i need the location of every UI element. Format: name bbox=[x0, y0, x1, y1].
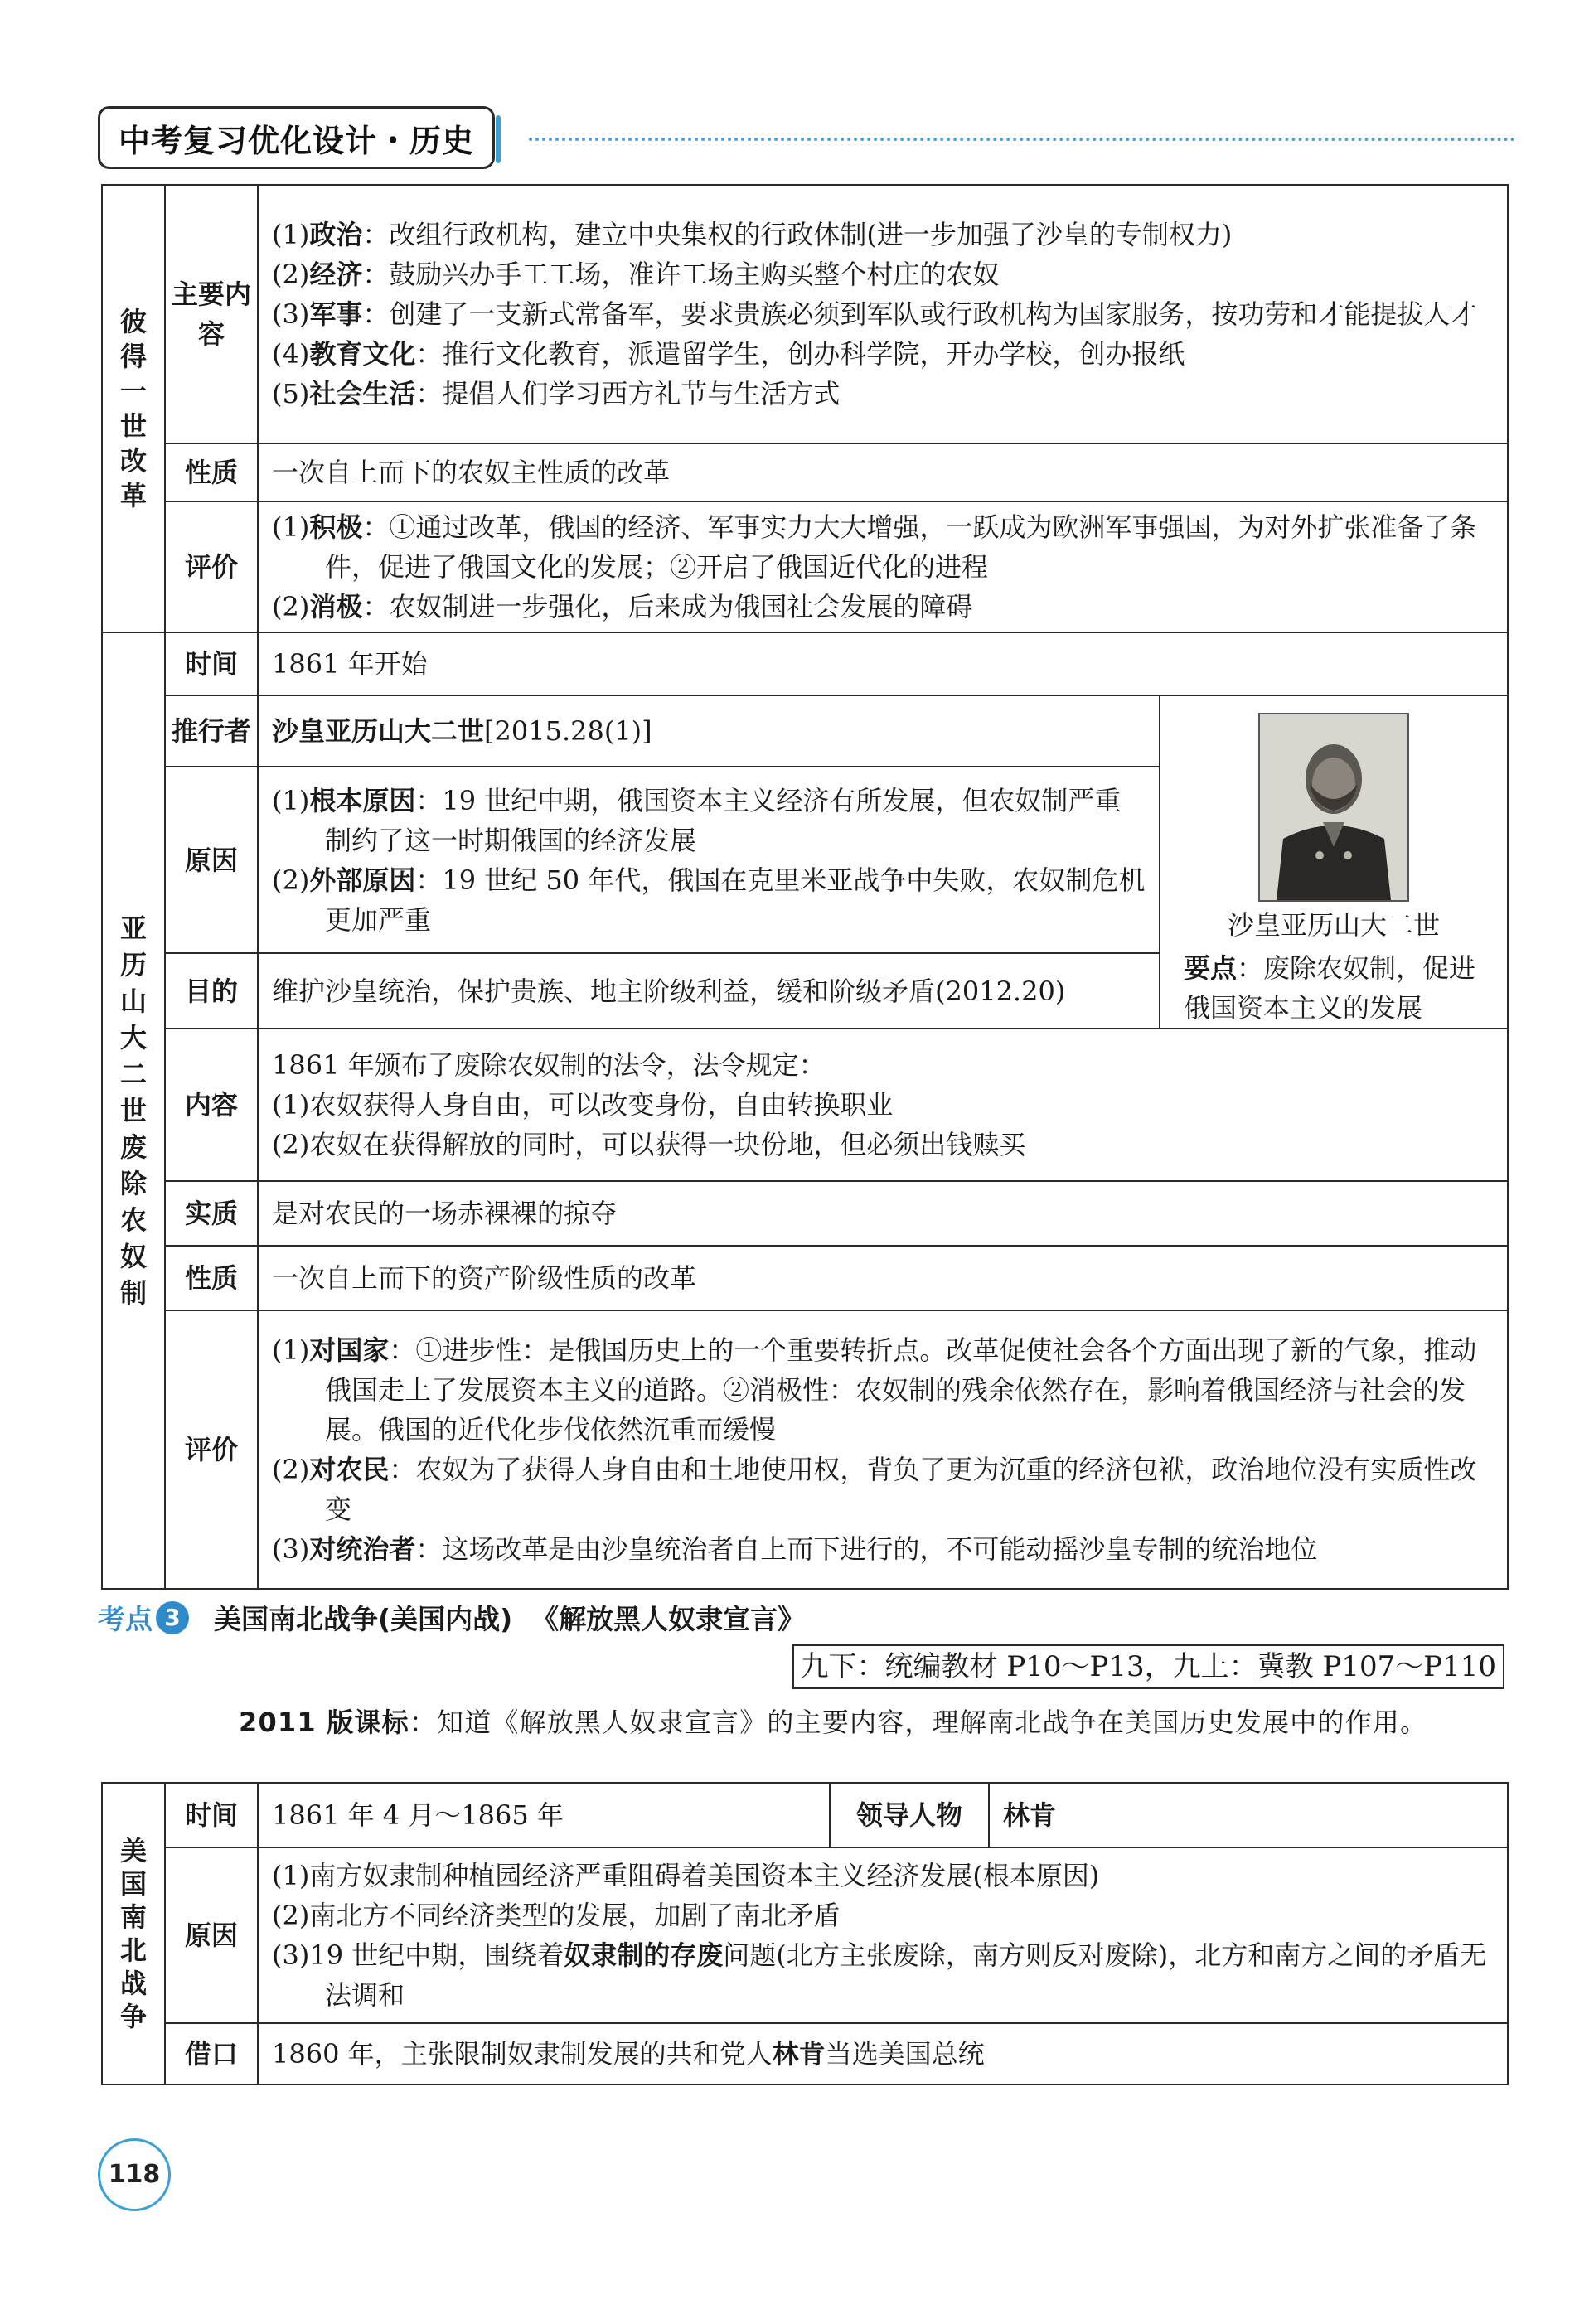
civil-war-leader: 林肯 bbox=[989, 1783, 1508, 1847]
civil-war-title-text: 美 国 南 北 战 争 bbox=[119, 1835, 147, 2032]
civil-war-cause-label: 原因 bbox=[165, 1847, 258, 2023]
kaodian-title: 美国南北战争(美国内战) 《解放黑人奴隶宣言》 bbox=[214, 1603, 806, 1635]
book-title: 中考复习优化设计・历史 bbox=[98, 106, 495, 169]
alexander-purpose: 维护沙皇统治，保护贵族、地主阶级利益，缓和阶级矛盾(2012.20) bbox=[258, 953, 1160, 1029]
kaodian-number: 3 bbox=[156, 1601, 189, 1634]
page-number: 118 bbox=[98, 2138, 171, 2211]
alexander-essence: 是对农民的一场赤裸裸的掠夺 bbox=[258, 1181, 1508, 1246]
peter-eval-label: 评价 bbox=[165, 501, 258, 632]
civil-war-section-title bbox=[102, 1783, 165, 2084]
page-header bbox=[98, 106, 1515, 169]
header-divider bbox=[529, 138, 1515, 141]
alexander-cause-label: 原因 bbox=[165, 767, 258, 953]
civil-war-cause-content: (1)南方奴隶制种植园经济严重阻碍着美国资本主义经济发展(根本原因) (2)南北方不同经济类型的发展，加剧了南北矛盾 (3)19 世纪中期，围绕着奴隶制的存废问题(北方主张废除，南方则反对废除)，北方和南方之间的矛盾无法调和 bbox=[258, 1847, 1508, 2023]
peter-nature: 一次自上而下的农奴主性质的改革 bbox=[258, 443, 1508, 501]
alexander-eval-content: (1)对国家：①进步性：是俄国历史上的一个重要转折点。改革促使社会各个方面出现了新的气象，推动俄国走上了发展资本主义的道路。②消极性：农奴制的残余依然存在，影响着俄国经济与社会的发展。俄国的近代化步伐依然沉重而缓慢 (2)对农民：农奴为了获得人身自由和土地使用权，背负了更为沉重的经济包袱，政治地位没有实质性改变 (3)对统治者：这场改革是由沙皇统治者自上而下进行的，不可能动摇沙皇专制的统治地位 bbox=[258, 1310, 1508, 1589]
peter-eval-content: (1)积极：①通过改革，俄国的经济、军事实力大大增强，一跃成为欧洲军事强国，为对外扩张准备了条件，促进了俄国文化的发展；②开启了俄国近代化的进程 (2)消极：农奴制进一步强化，后来成为俄国社会发展的障碍 bbox=[258, 501, 1508, 632]
civil-war-table bbox=[101, 1782, 1509, 2085]
textbook-reference: 九下：统编教材 P10～P13，九上：冀教 P107～P110 bbox=[792, 1644, 1504, 1689]
alexander-section-title bbox=[102, 632, 165, 1589]
alexander-time-label: 时间 bbox=[165, 632, 258, 695]
alexander-time: 1861 年开始 bbox=[258, 632, 1508, 695]
alexander-purpose-label: 目的 bbox=[165, 953, 258, 1029]
alexander-portrait bbox=[1258, 713, 1409, 902]
curriculum-standard: 2011 版课标：知道《解放黑人奴隶宣言》的主要内容，理解南北战争在美国历史发展中的作用。 bbox=[239, 1707, 1428, 1738]
alexander-title-text: 亚 历 山 大 二 世 废 除 农 奴 制 bbox=[119, 913, 147, 1309]
alexander-nature: 一次自上而下的资产阶级性质的改革 bbox=[258, 1246, 1508, 1310]
peter-nature-label: 性质 bbox=[165, 443, 258, 501]
peter-title-text: 彼 得 一 世 改 革 bbox=[119, 306, 147, 511]
peter-main-label: 主要内容 bbox=[165, 185, 258, 443]
civil-war-time-label: 时间 bbox=[165, 1783, 258, 1847]
alexander-essence-label: 实质 bbox=[165, 1181, 258, 1246]
alexander-eval-label: 评价 bbox=[165, 1310, 258, 1589]
reform-table bbox=[101, 184, 1509, 1590]
kaodian-label: 考点 bbox=[98, 1603, 153, 1635]
portrait-key-point: 要点：废除农奴制，促进俄国资本主义的发展 bbox=[1184, 952, 1476, 1024]
alexander-content: 1861 年颁布了废除农奴制的法令，法令规定： (1)农奴获得人身自由，可以改变身份，自由转换职业 (2)农奴在获得解放的同时，可以获得一块份地，但必须出钱赎买 bbox=[258, 1029, 1508, 1181]
alexander-promoter-label: 推行者 bbox=[165, 695, 258, 767]
alexander-cause-content: (1)根本原因：19 世纪中期，俄国资本主义经济有所发展，但农奴制严重制约了这一时期俄国的经济发展 (2)外部原因：19 世纪 50 年代，俄国在克里米亚战争中失败，农奴制危机更加严重 bbox=[258, 767, 1160, 953]
portrait-caption: 沙皇亚历山大二世 bbox=[1227, 909, 1440, 941]
kaodian-heading bbox=[98, 1598, 805, 1637]
alexander-content-label: 内容 bbox=[165, 1029, 258, 1181]
civil-war-pretext: 1860 年，主张限制奴隶制发展的共和党人林肯当选美国总统 bbox=[258, 2023, 1508, 2084]
alexander-nature-label: 性质 bbox=[165, 1246, 258, 1310]
civil-war-leader-label: 领导人物 bbox=[830, 1783, 989, 1847]
peter-section-title bbox=[102, 185, 165, 632]
civil-war-pretext-label: 借口 bbox=[165, 2023, 258, 2084]
peter-main-content: (1)政治：改组行政机构，建立中央集权的行政体制(进一步加强了沙皇的专制权力) (2)经济：鼓励兴办手工工场，准许工场主购买整个村庄的农奴 (3)军事：创建了一支新式常备军，要求贵族必须到军队或行政机构为国家服务，按功劳和才能提拔人才 (4)教育文化：推行文化教育，派遣留学生，创办科学院，开办学校，创办报纸 (5)社会生活：提倡人们学习西方礼节与生活方式 bbox=[258, 185, 1508, 443]
civil-war-time: 1861 年 4 月～1865 年 bbox=[258, 1783, 830, 1847]
alexander-promoter: 沙皇亚历山大二世[2015.28(1)] bbox=[258, 695, 1160, 767]
portrait-cell bbox=[1160, 695, 1508, 1029]
